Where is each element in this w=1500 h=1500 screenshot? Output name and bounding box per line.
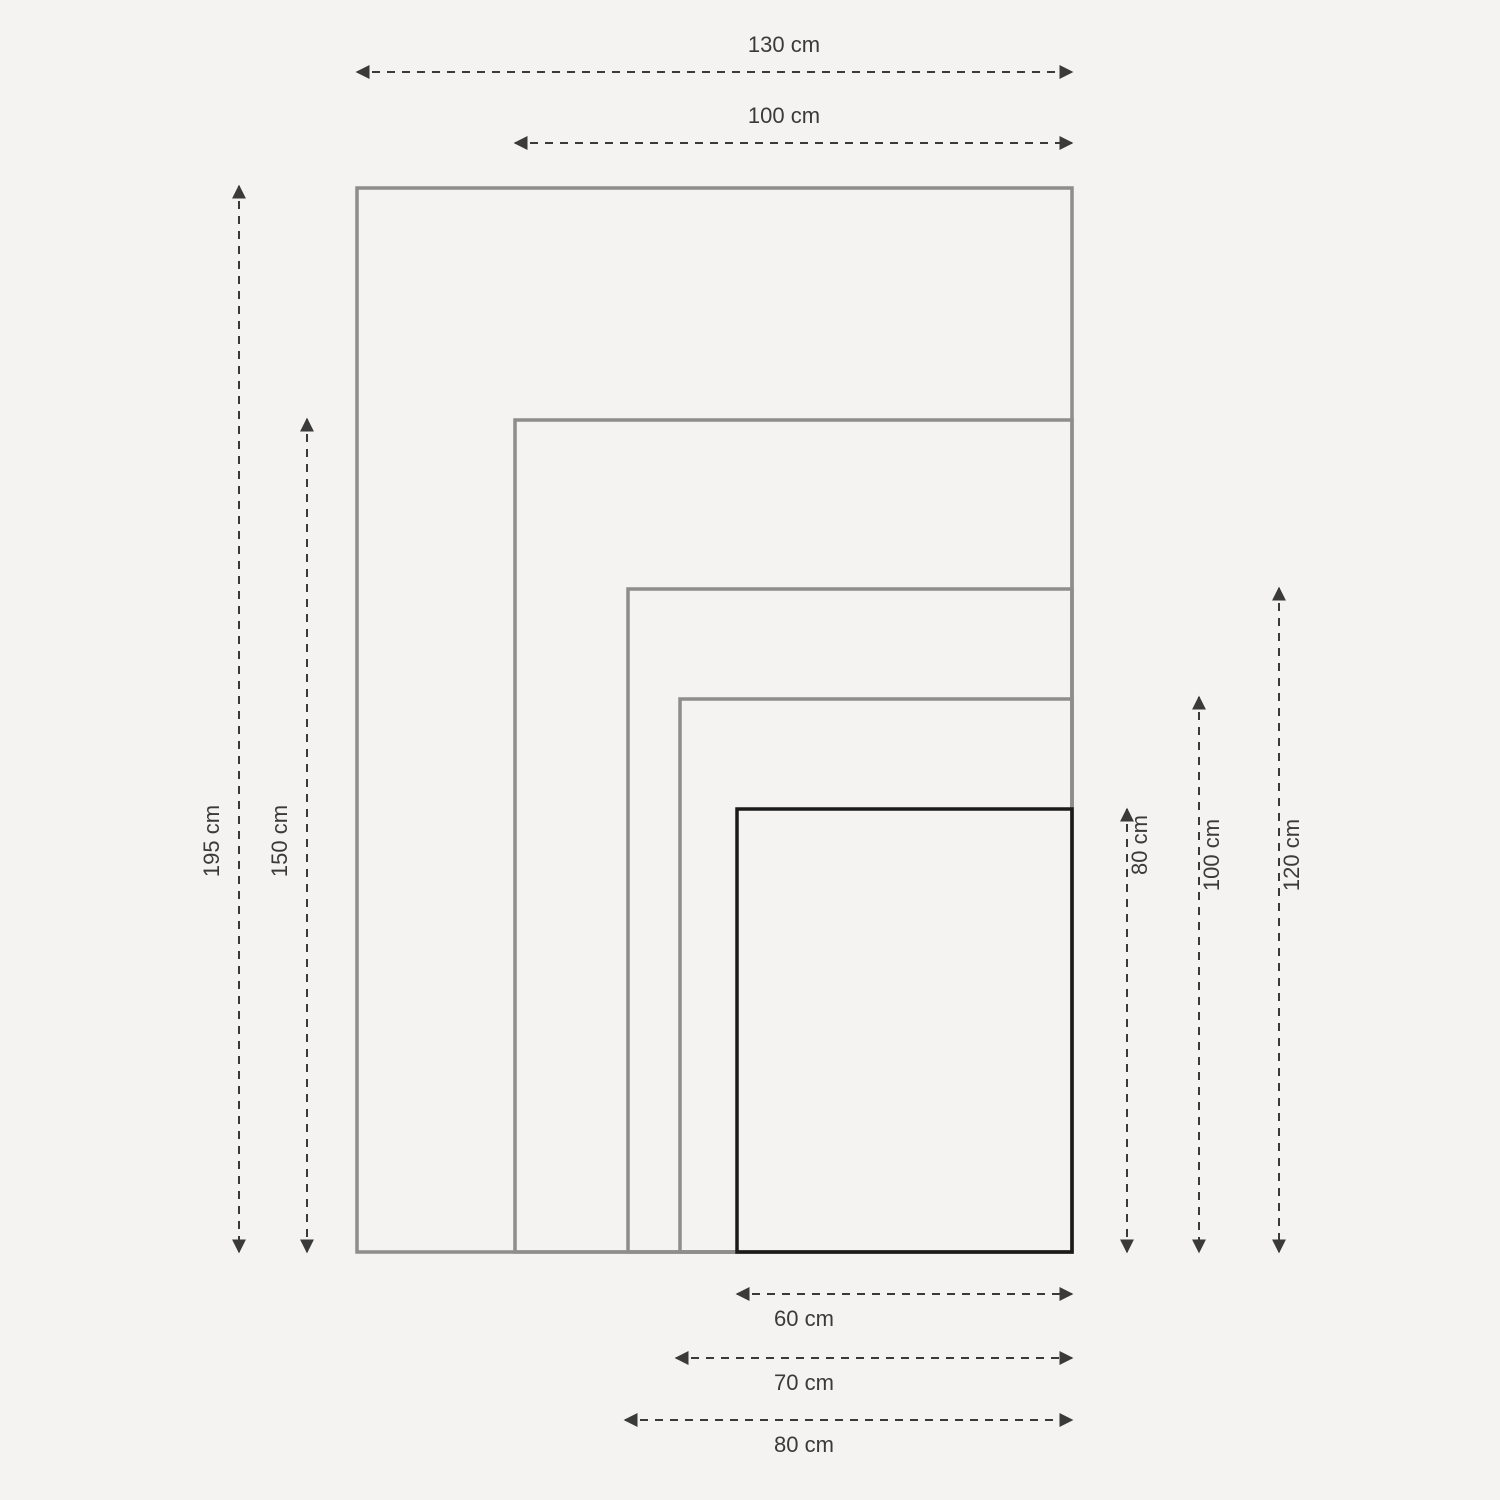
dim-label-height-100: 100 cm <box>1199 818 1224 892</box>
dim-label-height-195: 195 cm <box>199 804 224 878</box>
dim-label-height-120: 120 cm <box>1279 818 1304 892</box>
dim-label-width-80: 80 cm <box>774 1432 834 1457</box>
dim-label-height-80: 80 cm <box>1127 815 1152 875</box>
rect-100x150 <box>515 420 1072 1252</box>
dim-label-height-150: 150 cm <box>267 804 292 878</box>
rect-80x120 <box>628 589 1072 1252</box>
dim-label-width-60: 60 cm <box>774 1306 834 1331</box>
rect-70x100 <box>680 699 1072 1252</box>
dim-label-width-130: 130 cm <box>747 32 821 57</box>
rect-60x80 <box>737 809 1072 1252</box>
dim-label-width-100: 100 cm <box>747 103 821 128</box>
dim-label-width-70: 70 cm <box>774 1370 834 1395</box>
rect-130x195 <box>357 188 1072 1252</box>
